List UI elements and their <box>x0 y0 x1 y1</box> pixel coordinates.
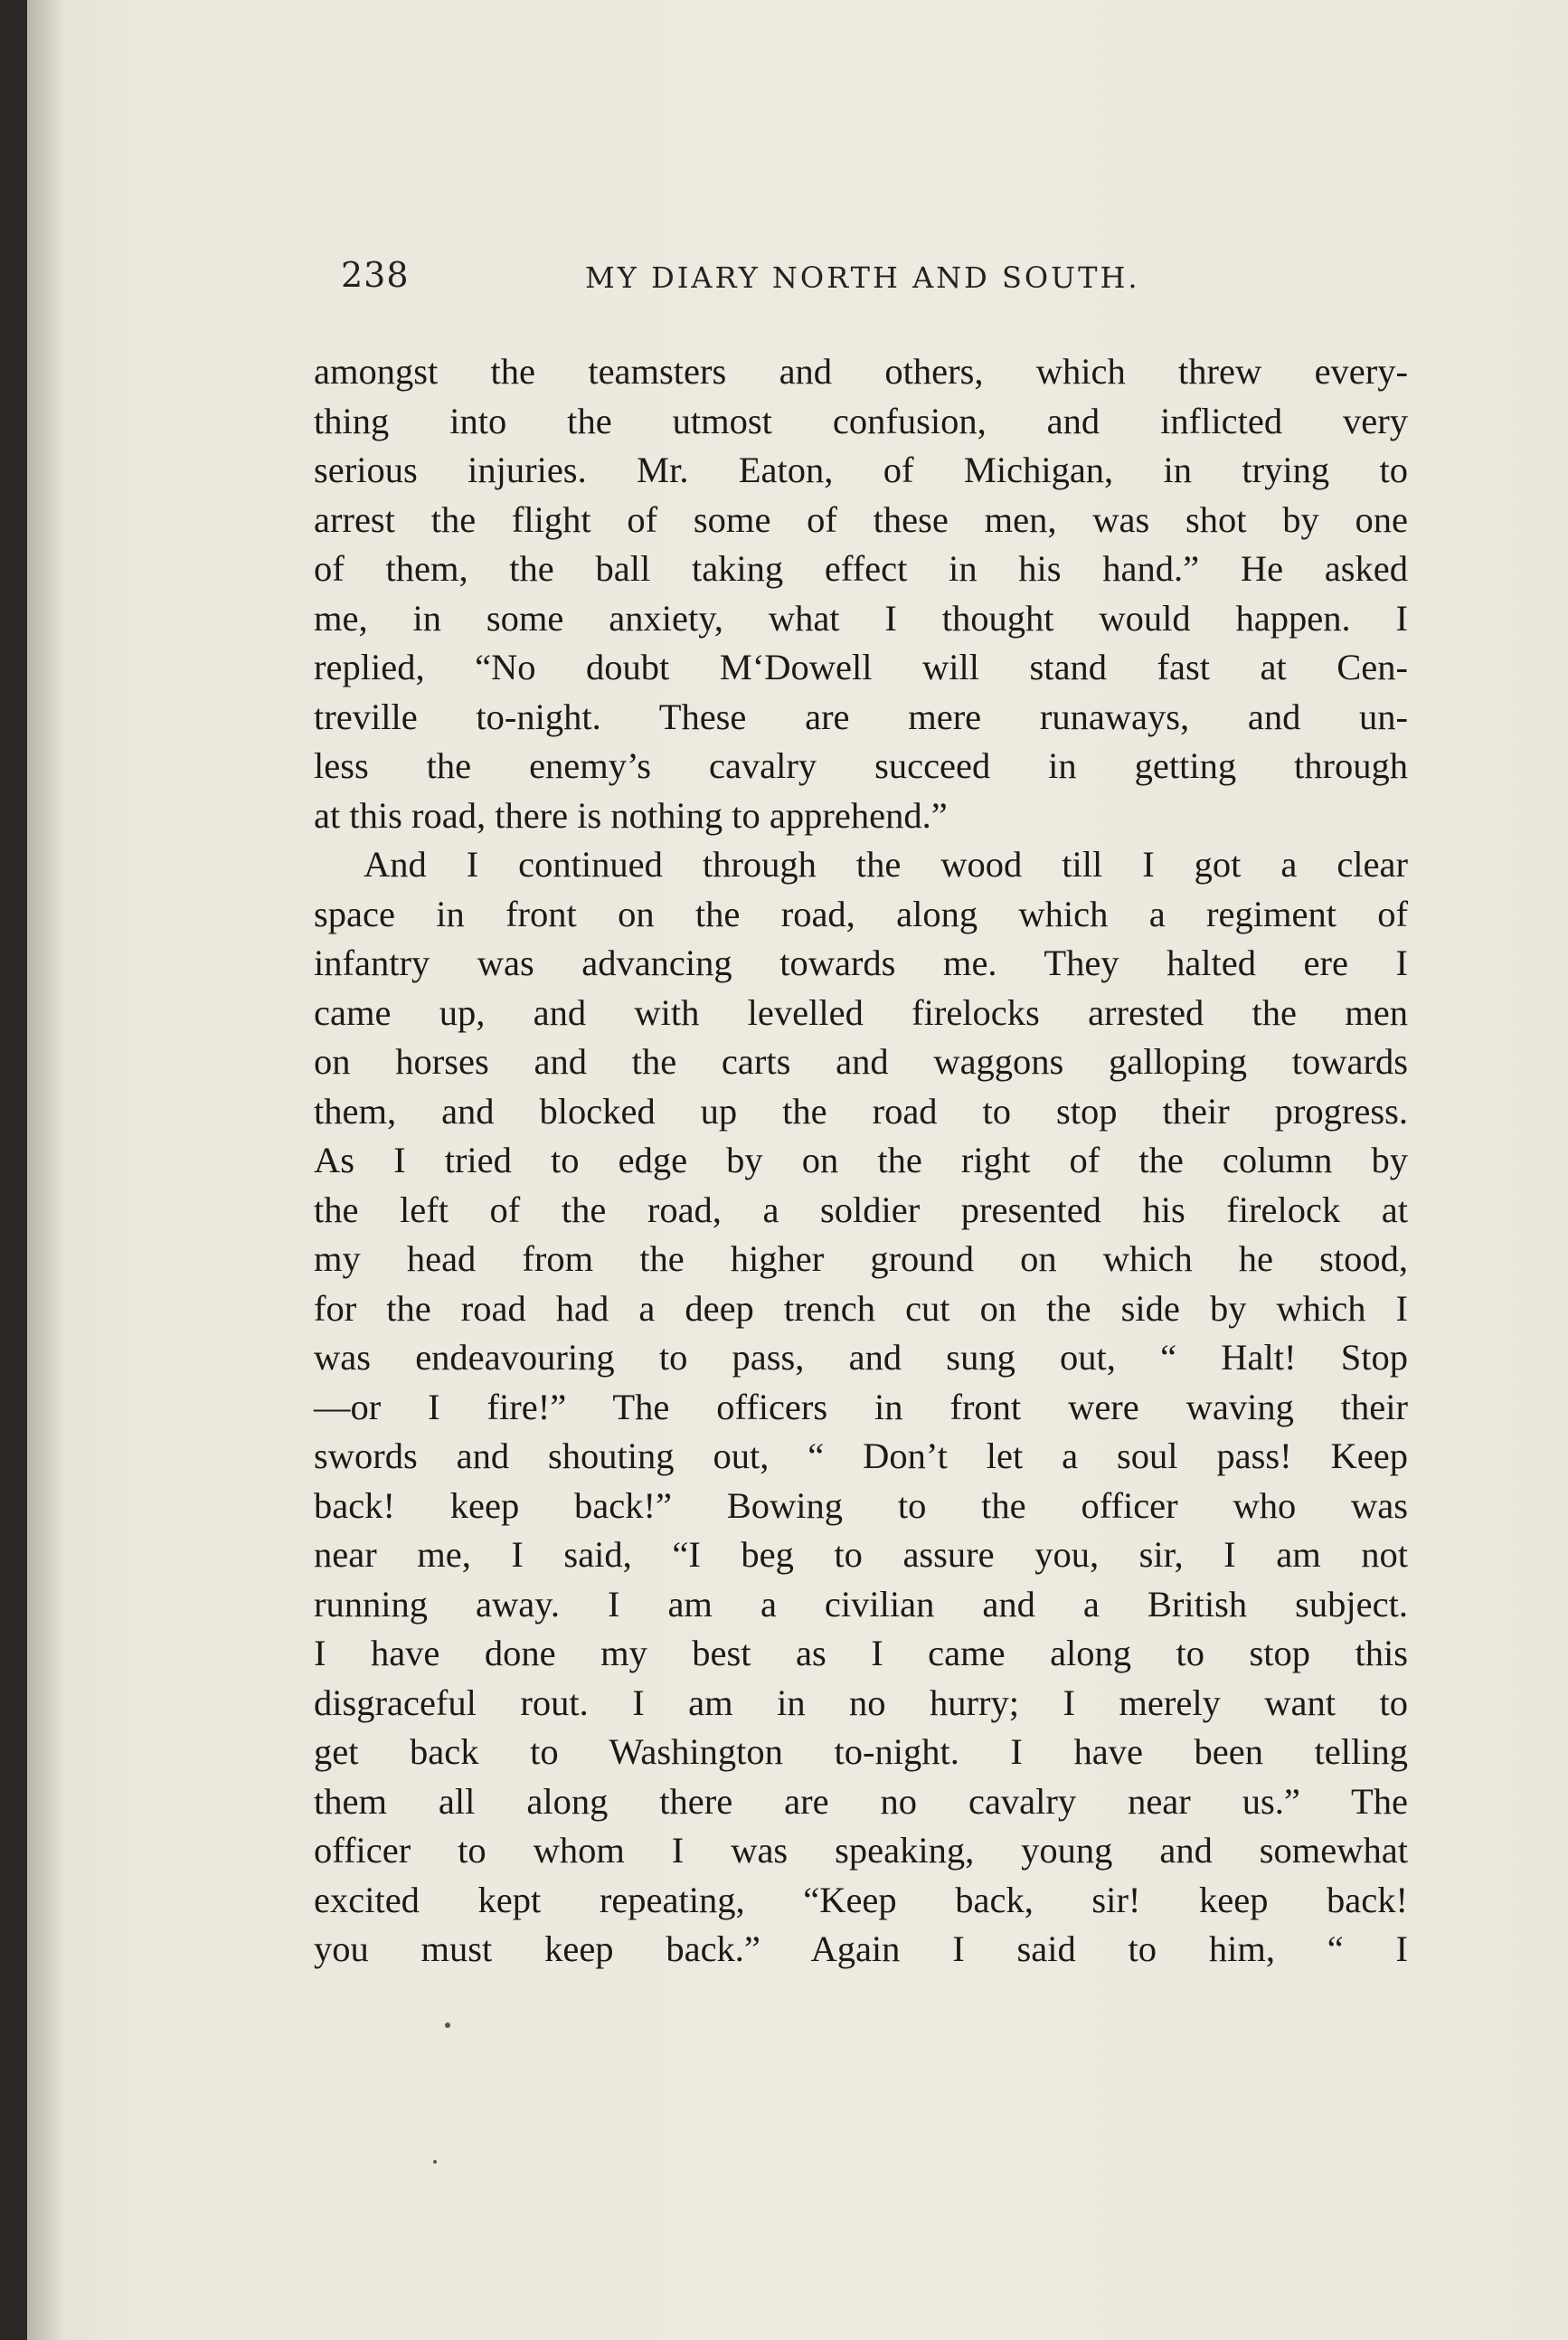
text-line: thing into the utmost confusion, and inflicted very <box>314 400 1408 441</box>
text-line: amongst the teamsters and others, which threw every- <box>314 351 1408 392</box>
text-line: came up, and with levelled firelocks arrested the men <box>314 991 1408 1033</box>
text-line: get back to Washington to-night. I have been telling <box>314 1731 1408 1772</box>
text-line: near me, I said, “I beg to assure you, sir, I am not <box>314 1534 1408 1575</box>
text-line: As I tried to edge by on the right of the column by <box>314 1140 1408 1180</box>
text-line: on horses and the carts and waggons galloping towards <box>314 1041 1408 1082</box>
text-line: my head from the higher ground on which he stood, <box>314 1238 1408 1279</box>
text-line: less the enemy’s cavalry succeed in getting through <box>314 745 1408 786</box>
text-line: And I continued through the wood till I got a clear <box>364 844 1408 885</box>
text-line: me, in some anxiety, what I thought would happen. I <box>314 597 1408 639</box>
text-line: back! keep back!” Bowing to the officer who was <box>314 1484 1408 1526</box>
book-page <box>27 0 1568 2340</box>
text-line: officer to whom I was speaking, young and somewhat <box>314 1830 1408 1871</box>
paper-speck <box>433 2160 437 2164</box>
text-line: excited kept repeating, “Keep back, sir! keep back! <box>314 1879 1408 1920</box>
page-number: 238 <box>341 255 410 295</box>
body-text <box>314 347 1408 1975</box>
text-line: disgraceful rout. I am in no hurry; I merely want to <box>314 1682 1408 1723</box>
text-line: running away. I am a civilian and a British subject. <box>314 1583 1408 1625</box>
text-line: of them, the ball taking effect in his hand.” He asked <box>314 548 1408 589</box>
text-line: I have done my best as I came along to stop this <box>314 1633 1408 1673</box>
text-line: —or I fire!” The officers in front were waving their <box>314 1386 1408 1427</box>
text-line: replied, “No doubt M‘Dowell will stand fast at Cen- <box>314 647 1408 687</box>
paper-speck <box>445 2023 450 2028</box>
running-head <box>341 255 1412 309</box>
text-line: space in front on the road, along which a regiment of <box>314 893 1408 934</box>
text-line: at this road, there is nothing to apprehend.” <box>314 794 948 836</box>
text-line: treville to-night. These are mere runaways, and un- <box>314 696 1408 737</box>
running-title: MY DIARY NORTH AND SOUTH. <box>585 261 1140 295</box>
text-line: them, and blocked up the road to stop their progress. <box>314 1090 1408 1132</box>
text-line: them all along there are no cavalry near us.” The <box>314 1780 1408 1822</box>
text-line: arrest the flight of some of these men, was shot by one <box>314 498 1408 540</box>
text-line: serious injuries. Mr. Eaton, of Michigan, in trying to <box>314 450 1408 490</box>
text-line: swords and shouting out, “ Don’t let a soul pass! Keep <box>314 1435 1408 1476</box>
text-line: the left of the road, a soldier presented his firelock at <box>314 1189 1408 1230</box>
text-line: you must keep back.” Again I said to him, “ I <box>314 1928 1408 1969</box>
text-line: was endeavouring to pass, and sung out, “ Halt! Stop <box>314 1337 1408 1378</box>
text-line: infantry was advancing towards me. They halted ere I <box>314 943 1408 983</box>
text-line: for the road had a deep trench cut on the side by which I <box>314 1287 1408 1329</box>
